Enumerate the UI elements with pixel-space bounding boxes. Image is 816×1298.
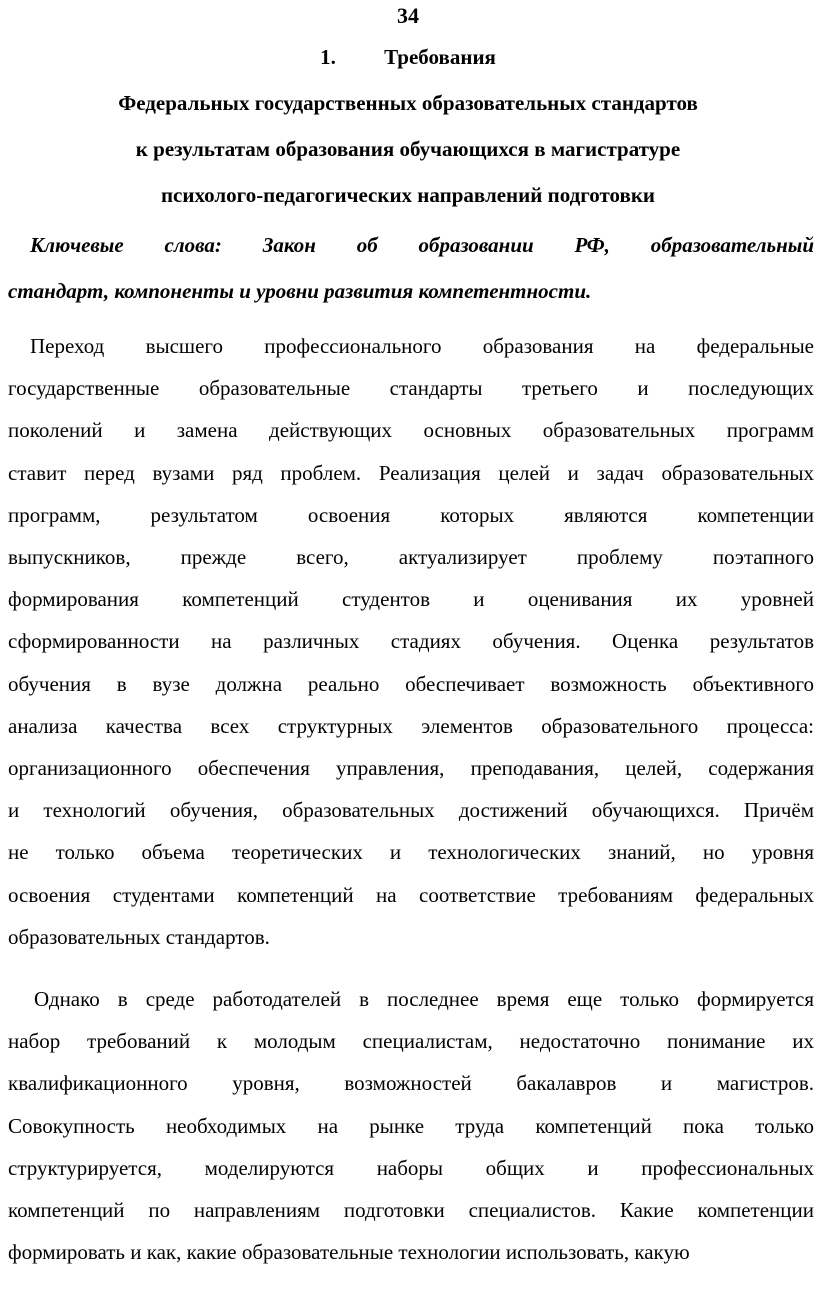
paragraph-line: и технологий обучения, образовательных достижений обучающихся. Причём xyxy=(8,798,814,823)
keywords-line-2: стандарт, компоненты и уровни развития компетентности. xyxy=(8,279,592,303)
paragraph-line: ставит перед вузами ряд проблем. Реализация целей и задач образовательных xyxy=(8,460,814,485)
paragraph-line: выпускников, прежде всего, актуализирует проблему поэтапного xyxy=(8,545,814,570)
heading-line-3: к результатам образования обучающихся в магистратуре xyxy=(135,137,681,161)
paragraph-line: образовательных стандартов. xyxy=(8,924,270,949)
paragraph-line: квалификационного уровня, возможностей бакалавров и магистров. xyxy=(8,1071,814,1096)
paragraph-line: анализа качества всех структурных элементов образовательного процесса: xyxy=(8,713,814,738)
paragraph-line: Переход высшего профессионального образования на федеральные xyxy=(30,334,814,358)
paragraph-line: компетенций по направлениям подготовки специалистов. Какие компетенции xyxy=(8,1198,814,1223)
paragraph-line: государственные образовательные стандарты третьего и последующих xyxy=(8,376,814,401)
heading-line-4: психолого-педагогических направлений подготовки xyxy=(160,183,656,207)
heading-title-line xyxy=(0,34,816,80)
section-heading xyxy=(0,34,816,218)
page-number: 34 xyxy=(397,3,419,28)
paragraph-line: поколений и замена действующих основных образовательных программ xyxy=(8,418,814,443)
keywords-block xyxy=(8,222,814,314)
heading-title: Требования xyxy=(384,45,496,69)
paragraph-line: обучения в вузе должна реально обеспечивает возможность объективного xyxy=(8,671,814,696)
heading-number: 1. xyxy=(320,45,336,69)
paragraph-line: Однако в среде работодателей в последнее время еще только формируется xyxy=(34,987,814,1011)
paragraph-line: организационного обеспечения управления, преподавания, целей, содержания xyxy=(8,756,814,781)
paragraph-line: формировать и как, какие образовательные технологии использовать, какую xyxy=(8,1240,690,1265)
keywords-line-1: Ключевые слова: Закон об образовании РФ, образовательный xyxy=(30,233,814,257)
heading-line-2: Федеральных государственных образовательных стандартов xyxy=(118,91,698,115)
paragraph-line: формирования компетенций студентов и оценивания их уровней xyxy=(8,587,814,612)
paragraph-line: не только объема теоретических и технологических знаний, но уровня xyxy=(8,840,814,865)
paragraph-line: сформированности на различных стадиях обучения. Оценка результатов xyxy=(8,629,814,654)
paragraph-line: Совокупность необходимых на рынке труда компетенций пока только xyxy=(8,1113,814,1138)
paragraph-line: освоения студентами компетенций на соответствие требованиям федеральных xyxy=(8,882,814,907)
paragraph-1 xyxy=(8,325,814,958)
paragraph-line: структурируется, моделируются наборы общих и профессиональных xyxy=(8,1155,814,1180)
paragraph-line: набор требований к молодым специалистам, недостаточно понимание их xyxy=(8,1029,814,1054)
paragraph-line: программ, результатом освоения которых являются компетенции xyxy=(8,502,814,527)
paragraph-2 xyxy=(8,978,814,1273)
